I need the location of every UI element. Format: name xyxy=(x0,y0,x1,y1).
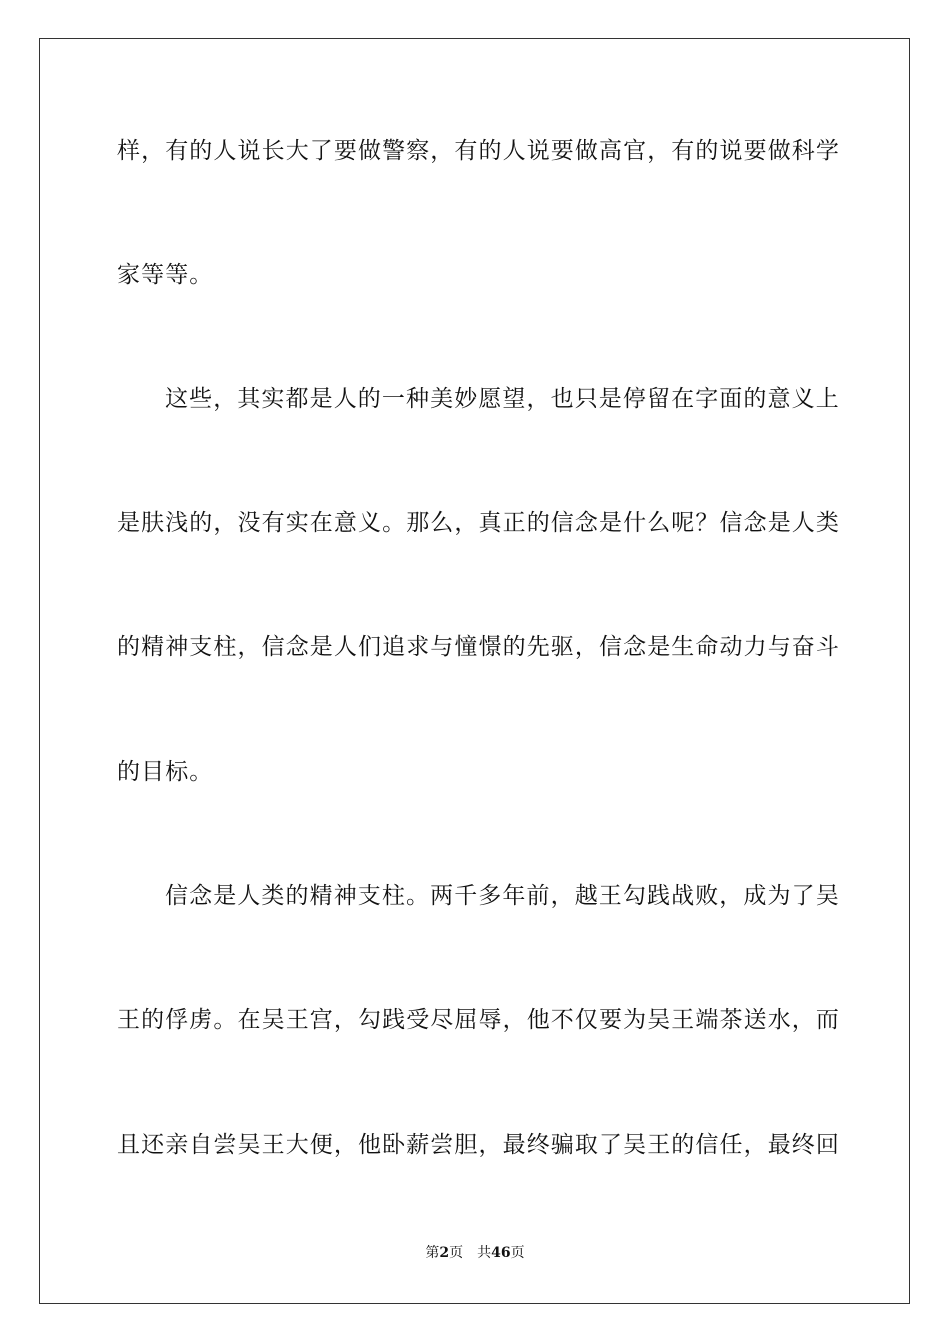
text-line-8: 王的俘虏。在吴王宫，勾践受尽屈辱，他不仅要为吴王端茶送水，而 xyxy=(117,1007,840,1033)
page-footer xyxy=(0,1244,950,1262)
text-line-6: 的目标。 xyxy=(117,759,214,785)
text-line-7: 信念是人类的精神支柱。两千多年前，越王勾践战败，成为了吴 xyxy=(165,883,840,909)
page-suffix: 页 xyxy=(449,1245,464,1261)
total-suffix: 页 xyxy=(510,1245,525,1261)
page-prefix: 第 xyxy=(425,1245,440,1261)
page-number: 2 xyxy=(439,1245,450,1261)
text-line-1: 样，有的人说长大了要做警察，有的人说要做高官，有的说要做科学 xyxy=(117,138,840,164)
total-pages: 46 xyxy=(491,1245,511,1261)
page-border xyxy=(39,38,910,1304)
text-line-3: 这些，其实都是人的一种美妙愿望，也只是停留在字面的意义上 xyxy=(165,386,840,412)
text-line-5: 的精神支柱，信念是人们追求与憧憬的先驱，信念是生命动力与奋斗 xyxy=(117,634,840,660)
text-line-2: 家等等。 xyxy=(117,262,214,288)
text-line-9: 且还亲自尝吴王大便，他卧薪尝胆，最终骗取了吴王的信任，最终回 xyxy=(117,1132,840,1158)
text-line-4: 是肤浅的，没有实在意义。那么，真正的信念是什么呢？信念是人类 xyxy=(117,510,840,536)
total-prefix: 共 xyxy=(477,1245,492,1261)
